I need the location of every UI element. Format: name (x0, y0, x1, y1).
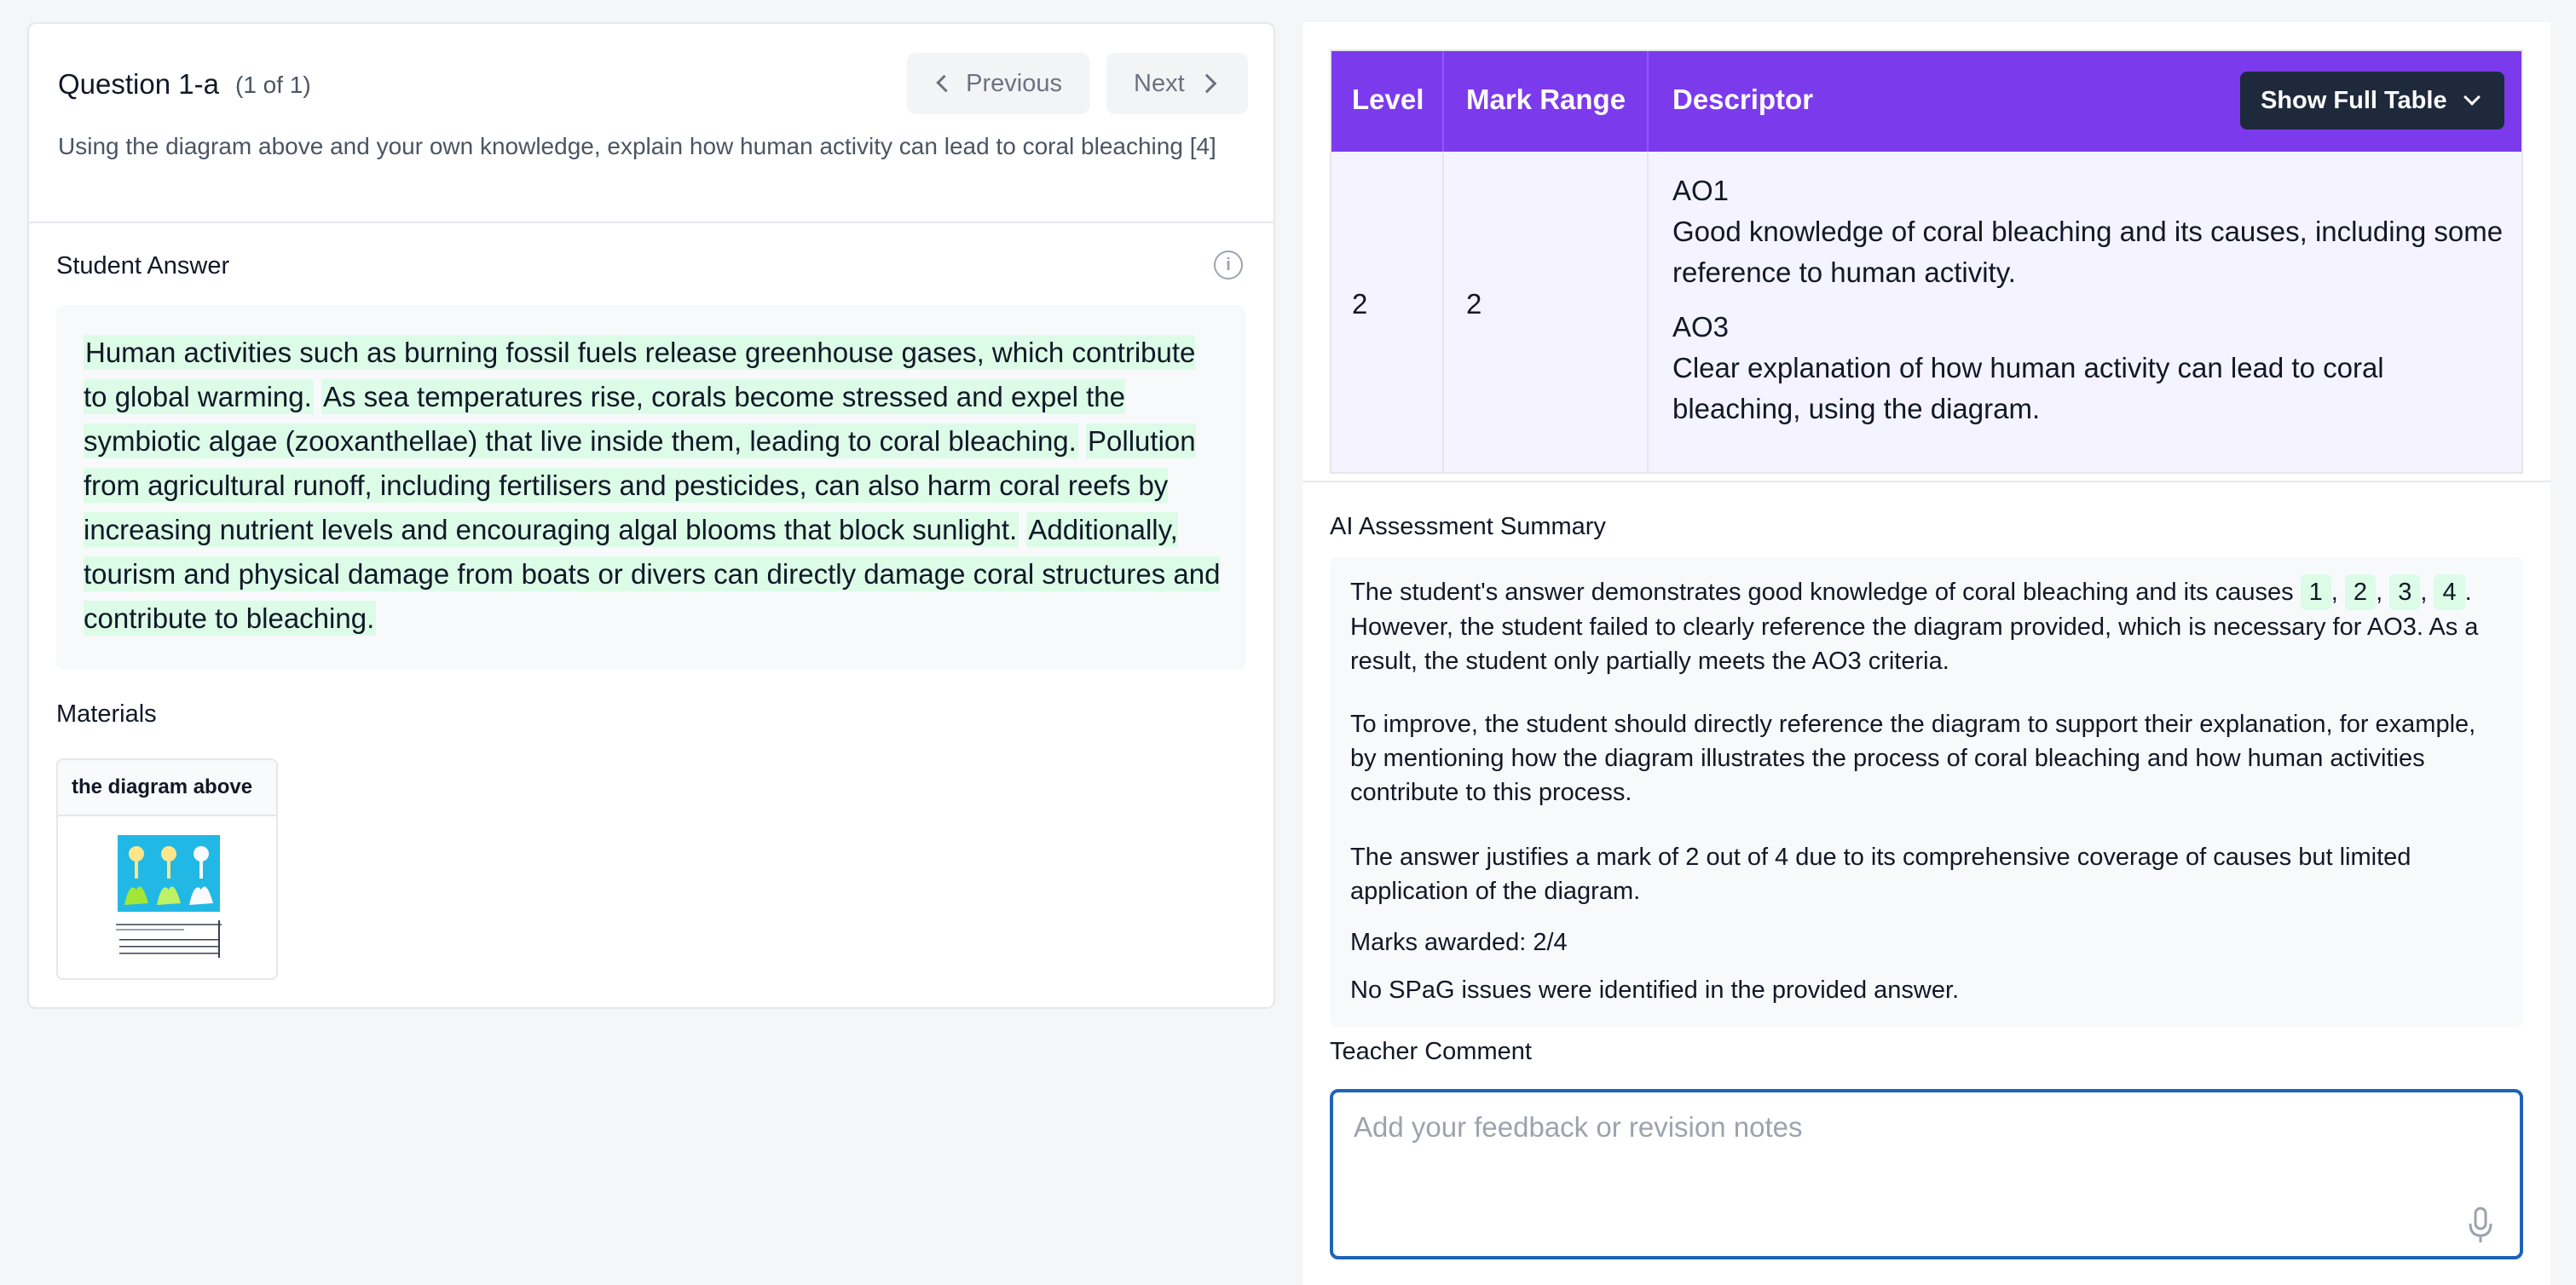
citation-badge[interactable]: 4 (2434, 574, 2464, 610)
ai-summary-paragraph: To improve, the student should directly reference the diagram to support their explanation, for example, by mentioning how the diagram illustrates the process of coral bleaching and how human activities contribute to this process. (1350, 711, 2476, 806)
student-answer-text (84, 331, 1226, 641)
header-descriptor: Descriptor (1672, 84, 1814, 115)
chevron-left-icon (936, 75, 954, 93)
spag-note: No SPaG issues were identified in the provided answer. (1350, 977, 1960, 1004)
ai-summary-paragraph: The answer justifies a mark of 2 out of 4 due to its comprehensive coverage of causes but limited application of the diagram. (1350, 844, 2411, 905)
header-divider (1647, 51, 1649, 152)
rubric-table (1330, 49, 2523, 474)
descriptor-code: AO1 (1672, 175, 1730, 206)
ai-summary-box (1330, 557, 2523, 1028)
teacher-comment-title: Teacher Comment (1330, 1038, 1532, 1065)
citation-badge[interactable]: 2 (2345, 574, 2376, 610)
previous-label: Previous (966, 69, 1062, 97)
descriptor-ao3 (1672, 307, 2508, 429)
previous-button[interactable] (907, 53, 1089, 114)
chevron-down-icon (2463, 89, 2481, 106)
descriptor-ao1 (1672, 170, 2508, 293)
ai-summary-title: AI Assessment Summary (1330, 513, 1606, 540)
next-button[interactable] (1106, 53, 1248, 114)
ai-summary-text: . However, the student failed to clearly reference the diagram provided, which is necessary for AO3. As a result, the student only partially meets the AO3 criteria. (1350, 579, 2479, 675)
ai-summary-text: The student's answer demonstrates good knowledge of coral bleaching and its causes (1350, 579, 2294, 606)
material-card[interactable] (56, 758, 278, 980)
header-mark-range: Mark Range (1466, 84, 1626, 115)
microphone-icon[interactable] (2467, 1207, 2494, 1244)
descriptor-code: AO3 (1672, 311, 1730, 343)
show-full-table-button[interactable] (2240, 72, 2504, 130)
column-divider (1442, 152, 1444, 472)
row-level: 2 (1352, 288, 1368, 320)
descriptor-text: Clear explanation of how human activity can lead to coral bleaching, using the diagram. (1672, 352, 2384, 424)
citation-badge[interactable]: 3 (2389, 574, 2420, 610)
ai-summary-paragraph: The student's answer demonstrates good knowledge of coral bleaching and its causes 1 , 2 , 3 , 4 . However, the student failed to clearly reference the diagram provided, which is necessary for AO3. As a result, the student only partially meets the AO3 criteria. (1350, 574, 2506, 678)
student-answer-box (56, 305, 1246, 670)
info-icon[interactable]: i (1214, 251, 1243, 279)
answer-highlight-2[interactable]: As sea temperatures rise, corals become stressed and expel the symbiotic algae (zooxanthellae) that live inside them, leading to coral bleaching. (84, 381, 1125, 457)
section-divider (1302, 481, 2550, 482)
column-divider (1647, 152, 1649, 472)
row-mark-range: 2 (1466, 288, 1482, 320)
answer-highlight-1[interactable]: Human activities such as burning fossil fuels release greenhouse gases, which contribute to global warming. (84, 337, 1196, 412)
student-answer-title: Student Answer (56, 252, 230, 279)
question-title: Question 1-a (58, 68, 219, 100)
material-label: the diagram above (58, 760, 276, 816)
show-full-table-label: Show Full Table (2261, 86, 2447, 114)
descriptor-text: Good knowledge of coral bleaching and its causes, including some reference to human activity. (1672, 216, 2504, 288)
rubric-header (1331, 51, 2521, 152)
answer-highlight-4[interactable]: Additionally, tourism and physical damage from boats or divers can directly damage coral structures and contribute to bleaching. (84, 514, 1221, 634)
marks-awarded: Marks awarded: 2/4 (1350, 929, 1568, 956)
diagram-thumbnail (101, 830, 237, 966)
assessment-panel (1302, 22, 2550, 1285)
chevron-right-icon (1197, 74, 1216, 94)
answer-highlight-3[interactable]: Pollution from agricultural runoff, including fertilisers and pesticides, can also harm coral reefs by increasing nutrient levels and encouraging algal blooms that block sunlight. (84, 425, 1196, 545)
header-divider (1442, 51, 1444, 152)
next-label: Next (1134, 69, 1185, 97)
question-text: Using the diagram above and your own knowledge, explain how human activity can lead to coral bleaching [4] (58, 133, 1216, 159)
materials-title: Materials (56, 700, 157, 728)
header-level: Level (1352, 84, 1424, 115)
question-count: (1 of 1) (235, 72, 311, 98)
question-header (29, 24, 1274, 223)
teacher-comment-input[interactable] (1330, 1089, 2523, 1259)
citation-badge[interactable]: 1 (2301, 574, 2331, 610)
rubric-row (1331, 152, 2521, 472)
